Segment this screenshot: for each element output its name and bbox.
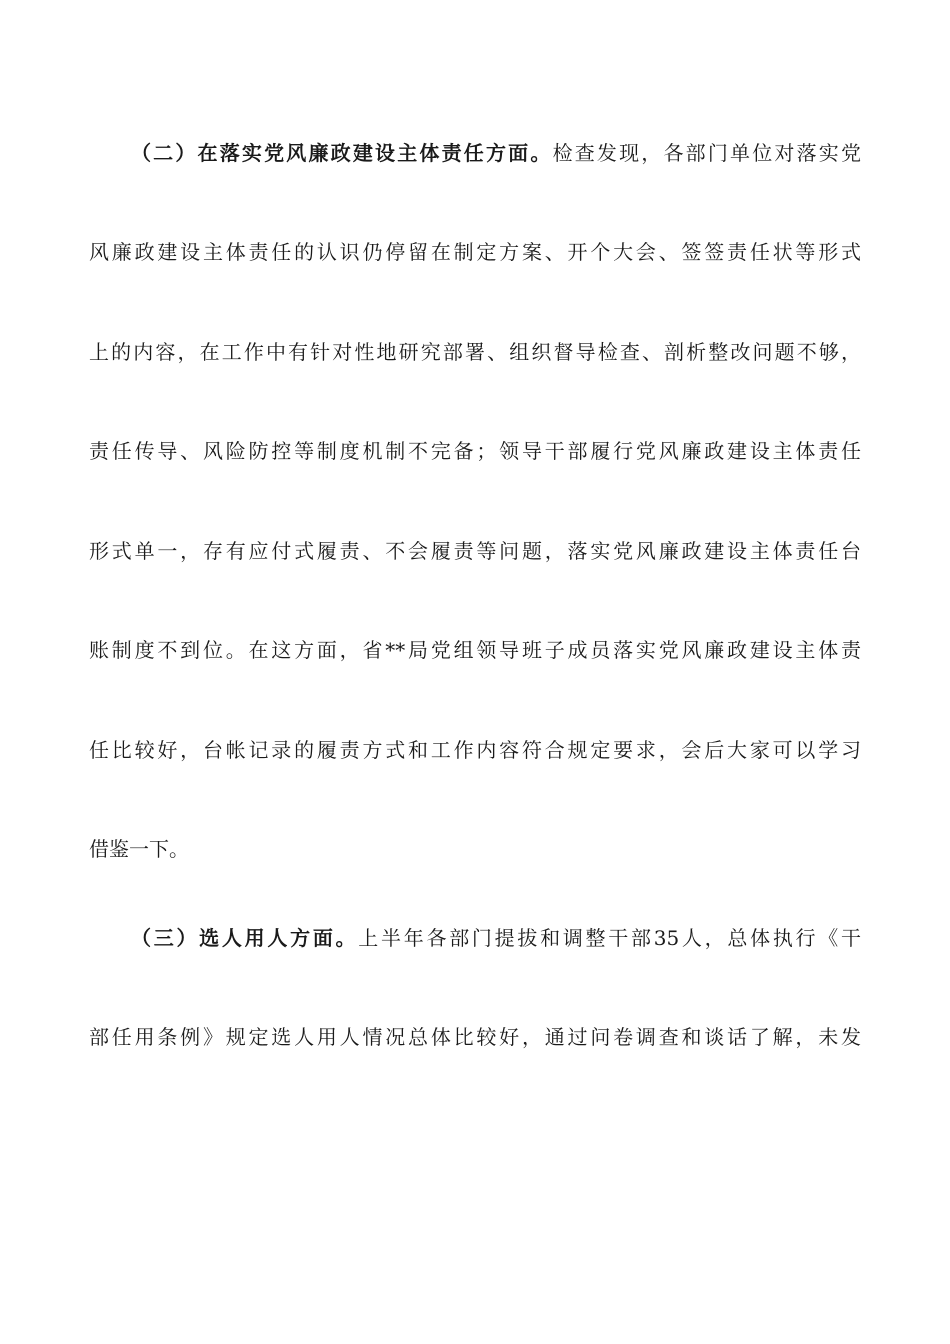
paragraph-1-line-6: 账制度不到位。在这方面，省**局党组领导班子成员落实党风廉政建设主体责 (89, 638, 861, 662)
paragraph-1-line-1 (131, 137, 861, 169)
paragraph-1-heading: （二）在落实党风廉政建设主体责任方面。 (131, 141, 553, 165)
paragraph-1-line-4: 责任传导、风险防控等制度机制不完备；领导干部履行党风廉政建设主体责任 (89, 439, 861, 463)
paragraph-1-line-2: 风廉政建设主体责任的认识仍停留在制定方案、开个大会、签签责任状等形式 (89, 240, 861, 264)
paragraph-2-line-1 (131, 922, 861, 954)
paragraph-1-line-7: 任比较好，台帐记录的履责方式和工作内容符合规定要求，会后大家可以学习 (89, 738, 861, 762)
paragraph-1-text: 检查发现，各部门单位对落实党 (552, 141, 861, 165)
paragraph-1-line-5: 形式单一，存有应付式履责、不会履责等问题，落实党风廉政建设主体责任台 (89, 539, 861, 563)
paragraph-1-line-3: 上的内容，在工作中有针对性地研究部署、组织督导检查、剖析整改问题不够， (89, 340, 861, 364)
paragraph-2-heading: （三）选人用人方面。 (131, 926, 359, 950)
paragraph-1-line-8: 借鉴一下。 (89, 837, 189, 861)
paragraph-2-text: 上半年各部门提拔和调整干部35人，总体执行《干 (358, 926, 862, 950)
paragraph-2-line-2: 部任用条例》规定选人用人情况总体比较好，通过问卷调查和谈话了解，未发 (89, 1025, 861, 1049)
